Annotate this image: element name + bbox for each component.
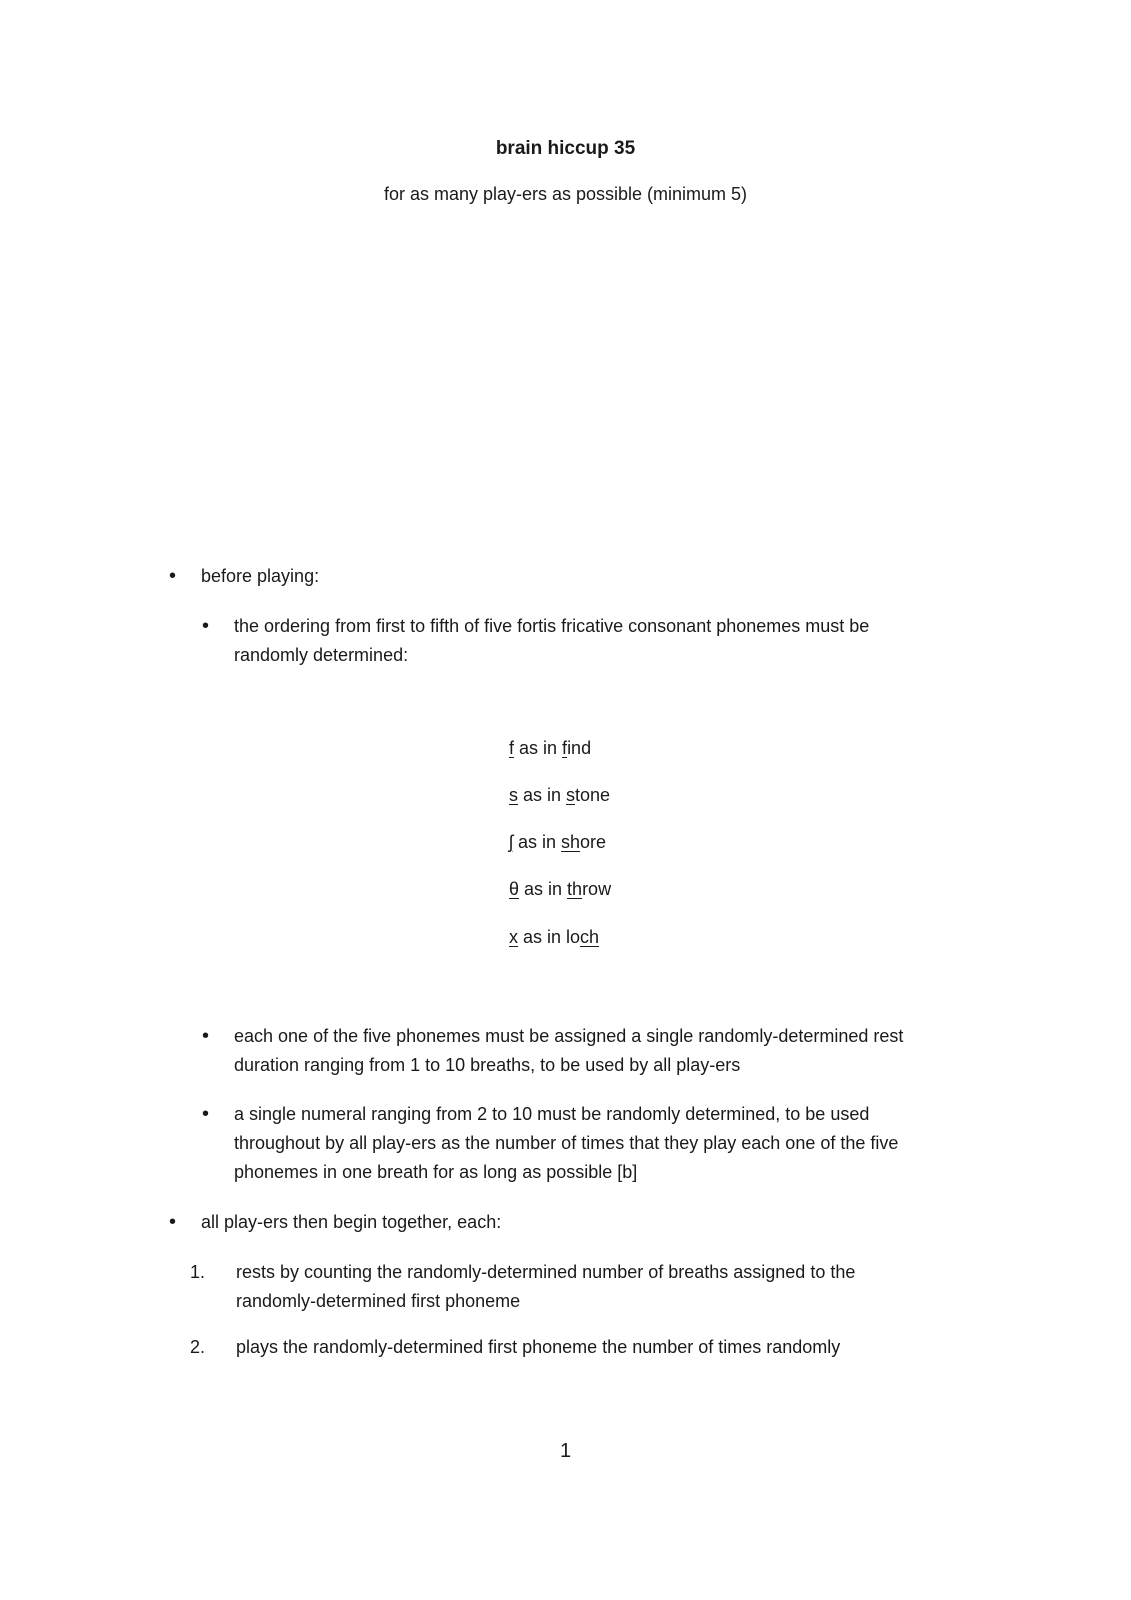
step-number: 2.	[190, 1337, 206, 1357]
step-text: rests by counting the randomly-determined number of breaths assigned to the randomly-determined first phoneme	[236, 1262, 856, 1311]
page-title: brain hiccup 35	[495, 138, 636, 159]
before-heading: before playing:	[201, 566, 320, 586]
numeral-text: a single numeral ranging from 2 to 10 must be randomly determined, to be used throughout by all play-ers as the number of times that they play each one of the five phonemes in one breath for as long as possible [b]	[234, 1104, 899, 1182]
ordering-text: the ordering from first to fifth of five fortis fricative consonant phonemes must be randomly determined:	[234, 616, 870, 665]
bullet-icon: •	[202, 615, 210, 637]
phoneme-item-f: f as in find	[509, 738, 592, 758]
rest-duration-text: each one of the five phonemes must be assigned a single randomly-determined rest duration ranging from 1 to 10 breaths, to be used by all play-ers	[234, 1026, 904, 1075]
bullet-icon: •	[202, 1025, 210, 1047]
step-number: 1.	[190, 1262, 206, 1282]
page-number: 1	[559, 1440, 572, 1462]
bullet-icon: •	[169, 565, 177, 587]
bullet-icon: •	[169, 1211, 177, 1233]
all-heading: all play-ers then begin together, each:	[201, 1212, 502, 1232]
phoneme-item-x: x as in loch	[509, 927, 600, 947]
step-text: plays the randomly-determined first phoneme the number of times randomly	[236, 1337, 841, 1357]
phoneme-item-th: θ as in throw	[509, 879, 612, 899]
phoneme-item-sh: ʃ as in shore	[509, 832, 607, 852]
bullet-icon: •	[202, 1103, 210, 1125]
phoneme-item-s: s as in stone	[509, 785, 611, 805]
page-subtitle: for as many play-ers as possible (minimum 5)	[383, 184, 748, 204]
